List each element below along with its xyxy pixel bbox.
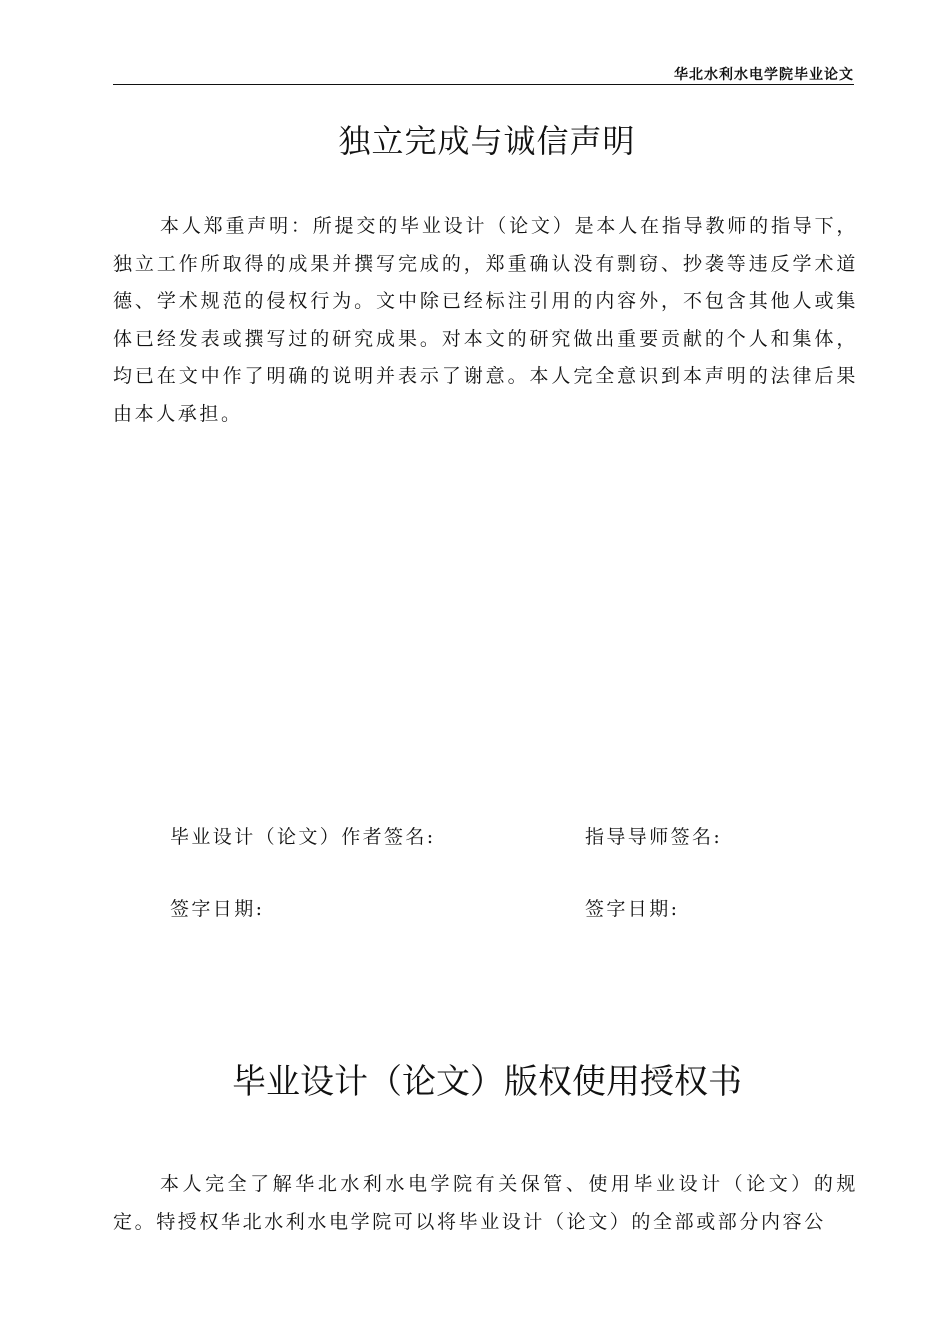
running-header: 华北水利水电学院毕业论文 <box>674 67 854 83</box>
declaration-body: 本人郑重声明：所提交的毕业设计（论文）是本人在指导教师的指导下，独立工作所取得的成果并撰写完成的，郑重确认没有剽窃、抄袭等违反学术道德、学术规范的侵权行为。文中除已经标注引用的内容外，不包含其他人或集体已经发表或撰写过的研究成果。对本文的研究做出重要贡献的个人和集体，均已在文中作了明确的说明并表示了谢意。本人完全意识到本声明的法律后果由本人承担。 <box>113 215 858 425</box>
author-signature-label: 毕业设计（论文）作者签名: <box>170 826 436 848</box>
authorization-body: 本人完全了解华北水利水电学院有关保管、使用毕业设计（论文）的规定。特授权华北水利水电学院可以将毕业设计（论文）的全部或部分内容公 <box>113 1173 858 1233</box>
header-rule <box>113 84 854 85</box>
author-date-label: 签字日期: <box>170 898 265 920</box>
declaration-title: 独立完成与诚信声明 <box>338 122 636 160</box>
authorization-title: 毕业设计（论文）版权使用授权书 <box>232 1062 742 1102</box>
advisor-date-label: 签字日期: <box>585 898 680 920</box>
advisor-signature-label: 指导导师签名: <box>585 826 723 848</box>
